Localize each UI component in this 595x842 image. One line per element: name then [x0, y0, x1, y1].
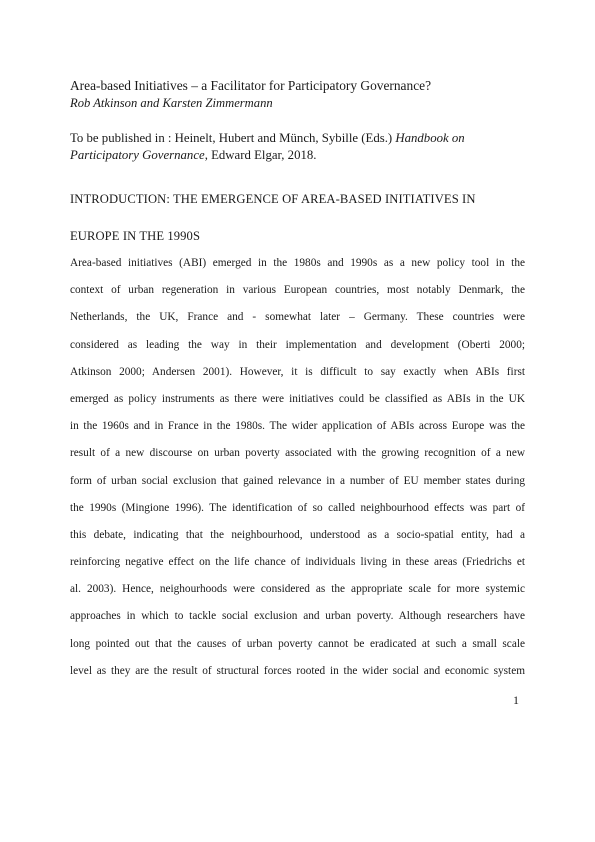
body-line: emerged as policy instruments as there were initiatives could be classified as ABIs in the UK: [70, 392, 525, 405]
publication-line-2: [70, 147, 530, 164]
section-heading-line-2: EUROPE IN THE 1990S: [70, 229, 201, 243]
body-line: context of urban regeneration in various European countries, most notably Denmark, the: [70, 284, 525, 297]
book-title-part-1: Handbook on: [395, 131, 465, 145]
body-line: in the 1960s and in France in the 1980s. The wider application of ABIs across Europe was the: [70, 420, 525, 433]
body-line: Area-based initiatives (ABI) emerged in the 1980s and 1990s as a new policy tool in the: [70, 257, 525, 269]
paper-title: Area-based Initiatives – a Facilitator for Participatory Governance?: [70, 78, 432, 93]
section-heading-line-1: INTRODUCTION: THE EMERGENCE OF AREA-BASED INITIATIVES IN: [70, 192, 476, 206]
publication-line-1: [70, 130, 530, 147]
body-line: this debate, indicating that the neighbourhood, understood as a socio-spatial entity, had a: [70, 528, 525, 541]
paper-authors: Rob Atkinson and Karsten Zimmermann: [70, 96, 273, 110]
body-line: Atkinson 2000; Andersen 2001). However, it is difficult to say exactly when ABIs first: [70, 365, 525, 378]
publication-note: [70, 130, 530, 163]
body-line: approaches in which to tackle social exclusion and urban poverty. Although researchers have: [70, 610, 525, 623]
page-number: 1: [513, 693, 519, 707]
body-line: result of a new discourse on urban poverty associated with the growing recognition of a new: [70, 447, 525, 460]
body-line: Netherlands, the UK, France and - somewhat later – Germany. These countries were: [70, 311, 525, 324]
body-line: the 1990s (Mingione 1996). The identification of so called neighbourhood effects was part of: [70, 501, 525, 514]
publication-prefix: To be published in : Heinelt, Hubert and Münch, Sybille (Eds.): [70, 131, 396, 145]
body-line: al. 2003). Hence, neighourhoods were considered as the appropriate scale for more systemic: [70, 583, 525, 596]
body-line: long pointed out that the causes of urban poverty cannot be eradicated at such a small scale: [70, 637, 525, 650]
book-title-part-2: Participatory Governance: [70, 147, 205, 162]
body-line: level as they are the result of structural forces rooted in the wider social and economic system: [70, 664, 525, 677]
body-line: considered as leading the way in their implementation and development (Oberti 2000;: [70, 338, 525, 351]
body-line: reinforcing negative effect on the life chance of individuals living in these areas (Friedrichs et: [70, 556, 525, 569]
body-paragraph: [70, 256, 525, 691]
publication-suffix: , Edward Elgar, 2018.: [204, 147, 317, 162]
body-line: form of urban social exclusion that gained relevance in a number of EU member states during: [70, 474, 525, 487]
